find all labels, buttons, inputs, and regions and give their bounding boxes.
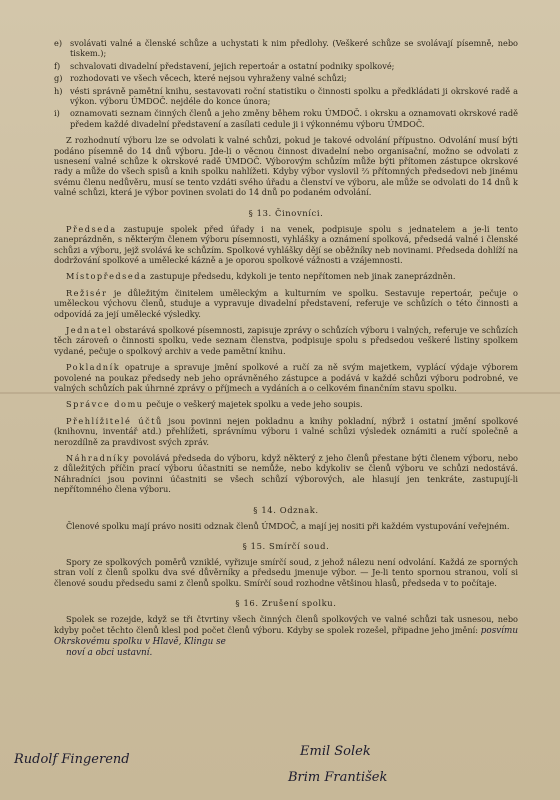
officer-text: zastupuje spolek před úřady i na venek, podpisuje spolu s jednatelem a je-li tento zaneprázdněn, s některým členem výboru písemnosti, vyhlášky a oznámení spolková, předsedá valné i členské schůzi a výboru, jejž svolává ke schůzím. Spolkové vyhlášky dějí se oběžníky neb novinami. Předseda dohlíží na dodržování spolkové a umělecké kázně a je oporou spolkové vážnosti a vzájemnosti. <box>54 223 518 265</box>
handwritten-insertion-2: noví a obci ustavní. <box>66 648 153 659</box>
officer-title: Přehlížitelé účtů <box>66 415 163 426</box>
officer-title: Předseda <box>66 223 117 234</box>
list-item <box>54 61 518 71</box>
appeal-paragraph: Z rozhodnutí výboru lze se odvolati k valné schůzi, pokud je takové odvolání přípustno. Odvolání musí býti podáno písemně do 14 dnů výboru. Jde-li o věcnou činnost divadelní nebo organisační, možno se odvolati z usnesení valné schůze k okrskové radě ÚMDOČ. Výborovým schůzím může býti přítomen zástupce okrskové rady a může do všech spisů a knih spolku nahlížeti. Kdyby výbor vyslovil ⅔ přítomných předsedovi neb jinému svému členu nedůvěru, musí se tento vzdáti svého úřadu a členství ve výboru, ale může se odvolati do 14 dnů k valné schůzi, která je výbor povinen svolati do 14 dnů po podaném odvolání. <box>54 135 518 198</box>
dissolution-text: Spolek se rozejde, když se tři čtvrtiny všech činných členů spolkových ve valné schůzi tak usnesou, nebo kdyby počet těchto členů klesl pod počet členů výboru. Kdyby se spolek rozešel, připadne jeho jmění: <box>54 614 518 635</box>
section-heading-16: § 16. Zrušení spolku. <box>235 598 337 609</box>
signature-right-1: Emil Solek <box>300 744 371 759</box>
officer-title: Místopředseda <box>66 271 148 282</box>
officer-title: Jednatel <box>66 324 113 335</box>
officer-paragraph-director <box>54 288 518 319</box>
section-heading-15: § 15. Smírčí soud. <box>242 541 330 552</box>
item-label: h) <box>54 85 63 96</box>
list-item <box>54 86 518 107</box>
handwritten-insertion: posvímu Okrskovému spolku v Hlavě, Klingu se <box>54 625 518 648</box>
item-label: i) <box>54 108 60 119</box>
officer-title: Režisér <box>66 287 108 298</box>
officer-paragraph-treasurer <box>54 362 518 393</box>
officer-paragraph-vice-chairman <box>54 271 518 281</box>
section-heading-14: § 14. Odznak. <box>253 504 319 515</box>
list-item <box>54 108 518 129</box>
arbitration-paragraph: Spory ze spolkových poměrů vzniklé, vyřizuje smírčí soud, z jehož nálezu není odvolání. Každá ze sporných stran volí z členů spolku dva své důvěrníky a předsedu jmenuje výbor. — Je-li tento spornou stranou, volí si členové soudu předsedu sami z členů spolku. Smírčí soud rozhodne většinou hlasů, předseda v to počítaje. <box>54 557 518 588</box>
item-label: f) <box>54 60 61 71</box>
officer-paragraph-substitutes <box>54 453 518 495</box>
list-item <box>54 38 518 59</box>
officer-text: jsou povinni nejen pokladnu a knihy pokladní, nýbrž i ostatní jmění spolkové (knihovnu, inventář atd.) přehlížeti, správnímu výboru i valné schůzi výsledek oznámiti a ručí společně a nerozdílně za pravdivost svých zpráv. <box>54 415 518 447</box>
officer-text: opatruje a spravuje jmění spolkové a ručí za ně svým majetkem, vyplácí výdaje výborem povolené na poukaz předsedy neb jeho oprávněného zástupce a podává v každé schůzi výboru podrobné, ve valných schůzích pak úhrnné zprávy o příjmech a vydáních a o celkovém finančním stavu spolku. <box>54 362 518 393</box>
signature-right-2: Brim František <box>288 770 388 785</box>
item-text: rozhodovati ve všech věcech, které nejsou vyhraženy valné schůzi; <box>70 73 347 84</box>
officer-paragraph-custodian <box>54 399 518 409</box>
officer-text: povolává předseda do výboru, když některý z jeho členů přestane býti členem výboru, nebo z důležitých příčin prací výboru účastniti se nemůže, nebo kdykoliv se členů výboru ve schůzi nedostává. Náhradníci jsou povinni účastniti se všech schůzí výborových, ale hlasují jen tenkráte, zastupují-li nepřítomného člena výboru. <box>54 453 518 495</box>
section-heading-13: § 13. Činovníci. <box>248 207 324 218</box>
officer-text: pečuje o veškerý majetek spolku a vede jeho soupis. <box>143 399 363 410</box>
item-text: svolávati valné a členské schůze a uchystati k nim předlohy. (Veškeré schůze se svolávají písemně, nebo tiskem.); <box>70 38 518 59</box>
officer-text: obstarává spolkové písemnosti, zapisuje zprávy o schůzích výboru i valných, referuje ve schůzích těch zároveň o činnosti spolku, vede seznam členstva, podpisuje spolu s předsedou veškeré listiny spolkem vydané, pečuje o spolkový archiv a vede pamětní knihu. <box>54 324 518 356</box>
officer-title: Náhradníky <box>66 453 130 463</box>
dissolution-paragraph <box>54 614 518 647</box>
item-label: e) <box>54 38 63 48</box>
badge-paragraph: Členové spolku mají právo nositi odznak členů ÚMDOČ, a mají jej nositi při každém vystupování veřejném. <box>66 520 510 531</box>
officer-paragraph-auditors <box>54 416 518 447</box>
officer-text: zastupuje předsedu, kdykoli je tento nepřítomen neb jinak zaneprázdněn. <box>147 271 456 282</box>
item-text: schvalovati divadelní představení, jejich repertoár a ostatní podniky spolkové; <box>70 60 395 71</box>
item-text: oznamovati seznam činných členů a jeho změny během roku ÚMDOČ. i okrsku a oznamovati okrskové radě předem každé divadelní představení a zasílati cedule ji i výkonnému výboru ÚMDOČ. <box>70 108 518 129</box>
list-item <box>54 73 518 83</box>
officer-text: je důležitým činitelem uměleckým a kulturním ve spolku. Sestavuje repertoár, pečuje o uměleckou výchovu členů, studuje a vypravuje divadelní představení, referuje ve schůzích o této činnosti a odpovídá za její umělecké výsledky. <box>54 287 518 319</box>
officer-paragraph-chairman <box>54 224 518 266</box>
officer-title: Pokladník <box>66 362 121 373</box>
signature-left: Rudolf Fingerend <box>14 752 130 767</box>
officer-paragraph-secretary <box>54 325 518 356</box>
duties-list <box>54 38 518 129</box>
officer-title: Správce domu <box>66 399 144 410</box>
paper-fold <box>0 392 560 394</box>
item-text: vésti správně pamětní knihu, sestavovati roční statistiku o činnosti spolku a předkládati ji okrskové radě a výkon. výboru ÚMDOČ. nejdéle do konce února; <box>70 85 518 107</box>
item-label: g) <box>54 73 63 84</box>
dissolution-handwritten-line <box>54 647 518 658</box>
